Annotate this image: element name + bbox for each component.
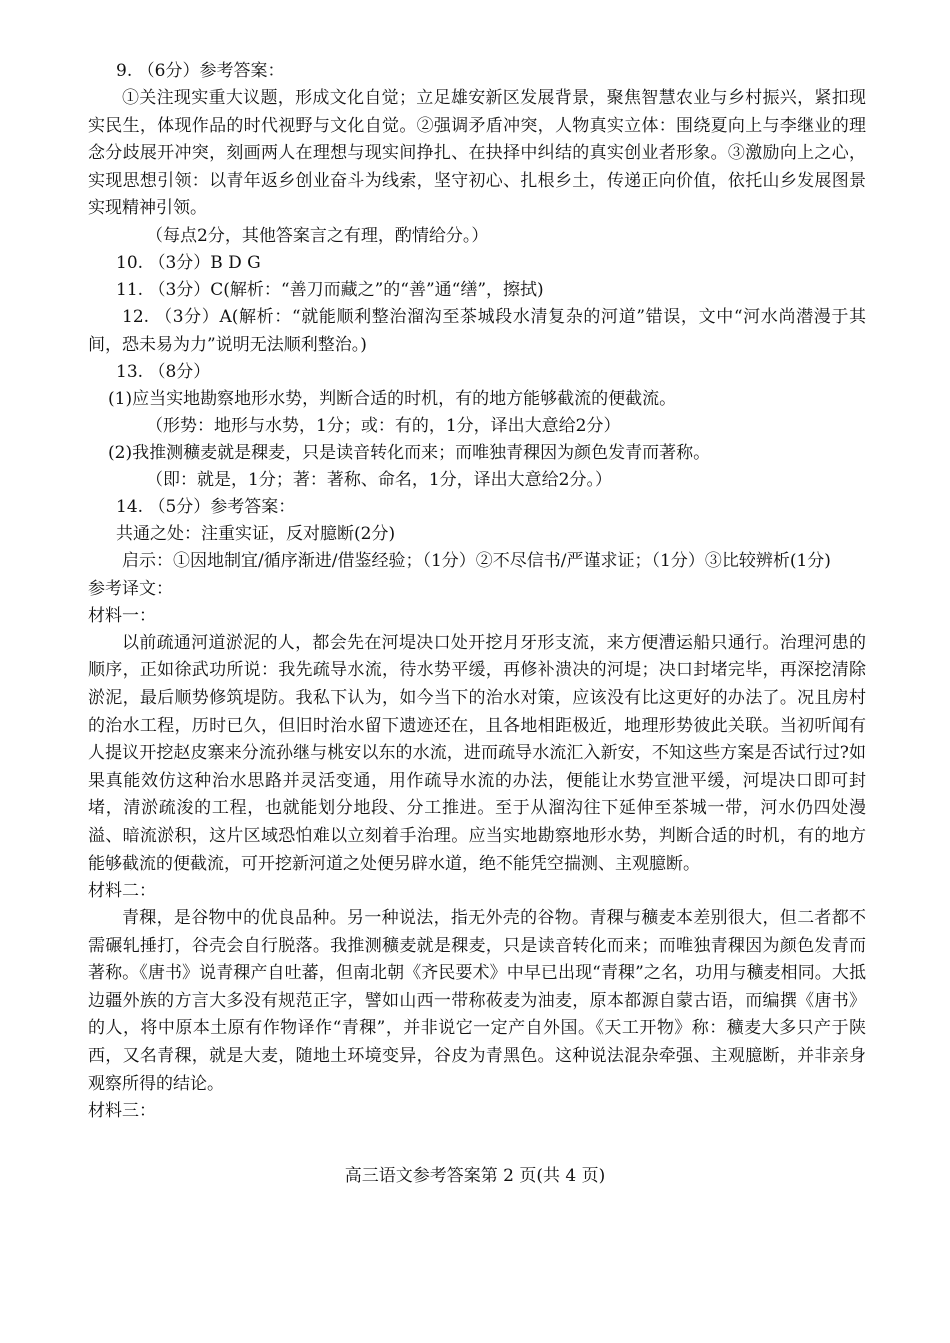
material2-label: 材料二： <box>88 881 156 902</box>
q14-common-point: 共通之处：注重实证，反对臆断(2分) <box>116 524 396 545</box>
page-footer: 高三语文参考答案第 2 页(共 4 页) <box>344 1166 606 1186</box>
q10-answer: 10. （3分）B D G <box>116 252 261 273</box>
material1-translation: 以前疏通河道淤泥的人，都会先在河堤决口处开挖月牙形支流，来方便漕运船只通行。治理河患的顺序，正如徐武功所说：我先疏导水流，待水势平缓，再修补溃决的河堤；决口封堵完毕，再深挖清除淤泥，最后顺势修筑堤防。我私下认为，如今当下的治水对策，应该没有比这更好的办法了。况且房村的治水工程，历时已久，但旧时治水留下遗迹还在，且各地相距极近，地理形势彼此关联。当初听闻有人提议开挖赵皮寨来分流孙继与桃安以东的水流，进而疏导水流汇入新安，不知这些方案是否试行过?如果真能效仿这种治水思路并灵活变通，用作疏导水流的办法，便能让水势宣泄平缓，河堤决口即可封堵，清淤疏浚的工程，也就能划分地段、分工推进。至于从溜沟往下延伸至茶城一带，河水仍四处漫溢、暗流淤积，这片区域恐怕难以立刻着手治理。应当实地勘察地形水势，判断合适的时机，有的地方能够截流的便截流，可开挖新河道之处便另辟水道，绝不能凭空揣测、主观臆断。 <box>88 632 866 874</box>
q13-part1: (1)应当实地勘察地形水势，判断合适的时机，有的地方能够截流的便截流。 <box>108 389 677 410</box>
q12-answer: 12. （3分）A(解析：“就能顺利整治溜沟至茶城段水清复杂的河道”错误，文中“河水尚潜漫于其间，恐未易为力”说明无法顺利整治。) <box>88 306 866 355</box>
material3-label: 材料三： <box>88 1101 156 1122</box>
q14-insight: 启示：①因地制宜/循序渐进/借鉴经验；（1分）②不尽信书/严谨求证；（1分）③比较辨析(1分) <box>122 551 831 572</box>
q9-heading: 9. （6分）参考答案： <box>116 61 285 81</box>
q13-part2-note: （即：就是，1分；著：著称、命名，1分，译出大意给2分。） <box>146 470 612 491</box>
q14-heading: 14. （5分）参考答案： <box>116 497 296 518</box>
material2-translation: 青稞，是谷物中的优良品种。另一种说法，指无外壳的谷物。青稞与穬麦本差别很大，但二者都不需碾轧捶打，谷壳会自行脱落。我推测穬麦就是稞麦，只是读音转化而来；而唯独青稞因为颜色发青而著称。《唐书》说青稞产自吐蕃，但南北朝《齐民要术》中早已出现“青稞”之名，功用与穬麦相同。大抵边疆外族的方言大多没有规范正字，譬如山西一带称莜麦为油麦，原本都源自蒙古语，而编撰《唐书》的人，将中原本土原有作物译作“青稞”，并非说它一定产自外国。《天工开物》称：穬麦大多只产于陕西，又名青稞，就是大麦，随地土环境变异，谷皮为青黑色。这种说法混杂牵强、主观臆断，并非亲身观察所得的结论。 <box>88 908 866 1094</box>
q11-answer: 11. （3分）C(解析：“善刀而藏之”的“善”通“缮”，擦拭) <box>116 279 544 300</box>
q13-part1-note: （形势：地形与水势，1分；或：有的，1分，译出大意给2分） <box>146 416 621 437</box>
answer-page <box>88 58 866 1125</box>
q13-part2: (2)我推测穬麦就是稞麦，只是读音转化而来；而唯独青稞因为颜色发青而著称。 <box>108 443 711 464</box>
translation-heading: 参考译文： <box>88 578 173 599</box>
q13-heading: 13. （8分） <box>116 362 211 383</box>
q9-scoring-note: （每点2分，其他答案言之有理，酌情给分。） <box>146 225 489 246</box>
q9-answer-body: ①关注现实重大议题，形成文化自觉；立足雄安新区发展背景，聚焦智慧农业与乡村振兴，紧扣现实民生，体现作品的时代视野与文化自觉。②强调矛盾冲突，人物真实立体：围绕夏向上与李继业的理念分歧展开冲突，刻画两人在理想与现实间挣扎、在抉择中纠结的真实创业者形象。③激励向上之心，实现思想引领：以青年返乡创业奋斗为线索，坚守初心、扎根乡土，传递正向价值，依托山乡发展图景实现精神引领。 <box>88 88 866 219</box>
material1-label: 材料一： <box>88 605 156 626</box>
